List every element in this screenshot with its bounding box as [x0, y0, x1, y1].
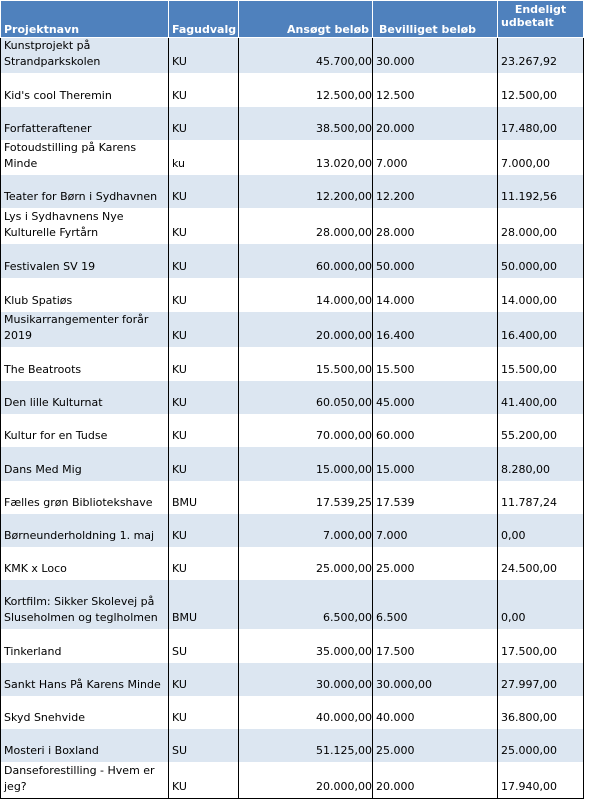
cell-fagudvalg: BMU [169, 481, 239, 514]
table-row [1, 381, 584, 414]
cell-bevilliget: 15.500 [373, 347, 498, 381]
cell-projektnavn: Skyd Snehvide [1, 696, 169, 729]
cell-projektnavn: Dans Med Mig [1, 447, 169, 481]
cell-projektnavn: Kultur for en Tudse [1, 414, 169, 447]
cell-ansogt: 51.125,00 [239, 729, 373, 762]
cell-fagudvalg: SU [169, 729, 239, 762]
cell-fagudvalg: KU [169, 381, 239, 414]
cell-fagudvalg: SU [169, 629, 239, 663]
cell-bevilliget: 17.539 [373, 481, 498, 514]
cell-fagudvalg: KU [169, 278, 239, 312]
table-row [1, 208, 584, 244]
table-row [1, 414, 584, 447]
cell-ansogt: 12.200,00 [239, 175, 373, 208]
table-row [1, 580, 584, 629]
cell-fagudvalg: KU [169, 663, 239, 696]
cell-bevilliget: 15.000 [373, 447, 498, 481]
table-row [1, 312, 584, 347]
cell-ansogt: 13.020,00 [239, 140, 373, 175]
cell-projektnavn: Festivalen SV 19 [1, 244, 169, 278]
table-row [1, 514, 584, 547]
cell-ansogt: 60.000,00 [239, 244, 373, 278]
cell-ansogt: 35.000,00 [239, 629, 373, 663]
cell-projektnavn: Mosteri i Boxland [1, 729, 169, 762]
cell-projektnavn: Fotoudstilling på Karens Minde [1, 140, 169, 175]
cell-ansogt: 6.500,00 [239, 580, 373, 629]
cell-projektnavn: Lys i Sydhavnens Nye Kulturelle Fyrtårn [1, 208, 169, 244]
cell-bevilliget: 6.500 [373, 580, 498, 629]
cell-endeligt: 27.997,00 [498, 663, 584, 696]
cell-fagudvalg: KU [169, 208, 239, 244]
cell-fagudvalg: KU [169, 547, 239, 580]
cell-endeligt: 15.500,00 [498, 347, 584, 381]
cell-fagudvalg: KU [169, 347, 239, 381]
table-row [1, 663, 584, 696]
cell-endeligt: 28.000,00 [498, 208, 584, 244]
table-row [1, 347, 584, 381]
header-ansogt: Ansøgt beløb [239, 1, 373, 38]
cell-endeligt: 12.500,00 [498, 73, 584, 107]
cell-endeligt: 16.400,00 [498, 312, 584, 347]
cell-ansogt: 14.000,00 [239, 278, 373, 312]
cell-projektnavn: Musikarrangementer forår 2019 [1, 312, 169, 347]
cell-fagudvalg: KU [169, 514, 239, 547]
cell-fagudvalg: KU [169, 73, 239, 107]
table-row [1, 762, 584, 798]
cell-bevilliget: 7.000 [373, 140, 498, 175]
cell-projektnavn: Kortfilm: Sikker Skolevej på Sluseholmen og teglholmen [1, 580, 169, 629]
cell-endeligt: 14.000,00 [498, 278, 584, 312]
cell-ansogt: 15.000,00 [239, 447, 373, 481]
table-body [1, 38, 584, 799]
cell-endeligt: 11.787,24 [498, 481, 584, 514]
cell-projektnavn: Sankt Hans På Karens Minde [1, 663, 169, 696]
cell-endeligt: 36.800,00 [498, 696, 584, 729]
cell-ansogt: 7.000,00 [239, 514, 373, 547]
cell-projektnavn: Børneunderholdning 1. maj [1, 514, 169, 547]
cell-bevilliget: 25.000 [373, 729, 498, 762]
cell-ansogt: 45.700,00 [239, 38, 373, 74]
cell-endeligt: 55.200,00 [498, 414, 584, 447]
cell-bevilliget: 12.200 [373, 175, 498, 208]
table-row [1, 140, 584, 175]
cell-bevilliget: 17.500 [373, 629, 498, 663]
cell-fagudvalg: ku [169, 140, 239, 175]
cell-bevilliget: 12.500 [373, 73, 498, 107]
cell-endeligt: 8.280,00 [498, 447, 584, 481]
cell-fagudvalg: KU [169, 107, 239, 140]
cell-projektnavn: Tinkerland [1, 629, 169, 663]
cell-projektnavn: Forfatteraftener [1, 107, 169, 140]
cell-fagudvalg: BMU [169, 580, 239, 629]
cell-projektnavn: Fælles grøn Bibliotekshave [1, 481, 169, 514]
cell-projektnavn: Kid's cool Theremin [1, 73, 169, 107]
table-row [1, 696, 584, 729]
header-row [1, 1, 584, 38]
cell-ansogt: 17.539,25 [239, 481, 373, 514]
cell-projektnavn: Den lille Kulturnat [1, 381, 169, 414]
cell-endeligt: 41.400,00 [498, 381, 584, 414]
table-row [1, 107, 584, 140]
cell-ansogt: 25.000,00 [239, 547, 373, 580]
cell-bevilliget: 50.000 [373, 244, 498, 278]
cell-ansogt: 70.000,00 [239, 414, 373, 447]
table-row [1, 547, 584, 580]
header-endeligt-line2: udbetalt [501, 16, 554, 29]
cell-endeligt: 0,00 [498, 580, 584, 629]
cell-ansogt: 38.500,00 [239, 107, 373, 140]
header-endeligt [498, 1, 584, 38]
cell-endeligt: 17.480,00 [498, 107, 584, 140]
table-header [1, 1, 584, 38]
cell-ansogt: 20.000,00 [239, 312, 373, 347]
header-bevilliget: Bevilliget beløb [373, 1, 498, 38]
table-row [1, 447, 584, 481]
cell-fagudvalg: KU [169, 414, 239, 447]
table-row [1, 278, 584, 312]
table-row [1, 38, 584, 74]
cell-bevilliget: 7.000 [373, 514, 498, 547]
header-fagudvalg: Fagudvalg [169, 1, 239, 38]
cell-endeligt: 17.500,00 [498, 629, 584, 663]
cell-bevilliget: 20.000 [373, 107, 498, 140]
cell-bevilliget: 25.000 [373, 547, 498, 580]
table-row [1, 481, 584, 514]
cell-projektnavn: Teater for Børn i Sydhavnen [1, 175, 169, 208]
cell-ansogt: 60.050,00 [239, 381, 373, 414]
header-endeligt-line1: Endeligt [514, 3, 567, 16]
cell-ansogt: 12.500,00 [239, 73, 373, 107]
table-row [1, 73, 584, 107]
cell-endeligt: 11.192,56 [498, 175, 584, 208]
cell-ansogt: 40.000,00 [239, 696, 373, 729]
cell-bevilliget: 40.000 [373, 696, 498, 729]
cell-fagudvalg: KU [169, 175, 239, 208]
cell-fagudvalg: KU [169, 447, 239, 481]
cell-bevilliget: 45.000 [373, 381, 498, 414]
cell-endeligt: 17.940,00 [498, 762, 584, 798]
table-row [1, 244, 584, 278]
cell-projektnavn: Klub Spatiøs [1, 278, 169, 312]
header-projektnavn: Projektnavn [1, 1, 169, 38]
cell-projektnavn: Kunstprojekt på Strandparkskolen [1, 38, 169, 74]
cell-fagudvalg: KU [169, 244, 239, 278]
cell-bevilliget: 14.000 [373, 278, 498, 312]
cell-fagudvalg: KU [169, 312, 239, 347]
cell-endeligt: 0,00 [498, 514, 584, 547]
cell-bevilliget: 16.400 [373, 312, 498, 347]
cell-endeligt: 25.000,00 [498, 729, 584, 762]
cell-endeligt: 7.000,00 [498, 140, 584, 175]
cell-fagudvalg: KU [169, 762, 239, 798]
cell-endeligt: 50.000,00 [498, 244, 584, 278]
cell-bevilliget: 60.000 [373, 414, 498, 447]
cell-endeligt: 23.267,92 [498, 38, 584, 74]
cell-bevilliget: 30.000 [373, 38, 498, 74]
cell-bevilliget: 30.000,00 [373, 663, 498, 696]
cell-fagudvalg: KU [169, 38, 239, 74]
table-row [1, 729, 584, 762]
cell-bevilliget: 20.000 [373, 762, 498, 798]
cell-ansogt: 28.000,00 [239, 208, 373, 244]
cell-projektnavn: Danseforestilling - Hvem er jeg? [1, 762, 169, 798]
cell-ansogt: 20.000,00 [239, 762, 373, 798]
cell-fagudvalg: KU [169, 696, 239, 729]
cell-projektnavn: The Beatroots [1, 347, 169, 381]
cell-endeligt: 24.500,00 [498, 547, 584, 580]
table-row [1, 175, 584, 208]
cell-ansogt: 15.500,00 [239, 347, 373, 381]
cell-ansogt: 30.000,00 [239, 663, 373, 696]
cell-bevilliget: 28.000 [373, 208, 498, 244]
table-row [1, 629, 584, 663]
cell-projektnavn: KMK x Loco [1, 547, 169, 580]
